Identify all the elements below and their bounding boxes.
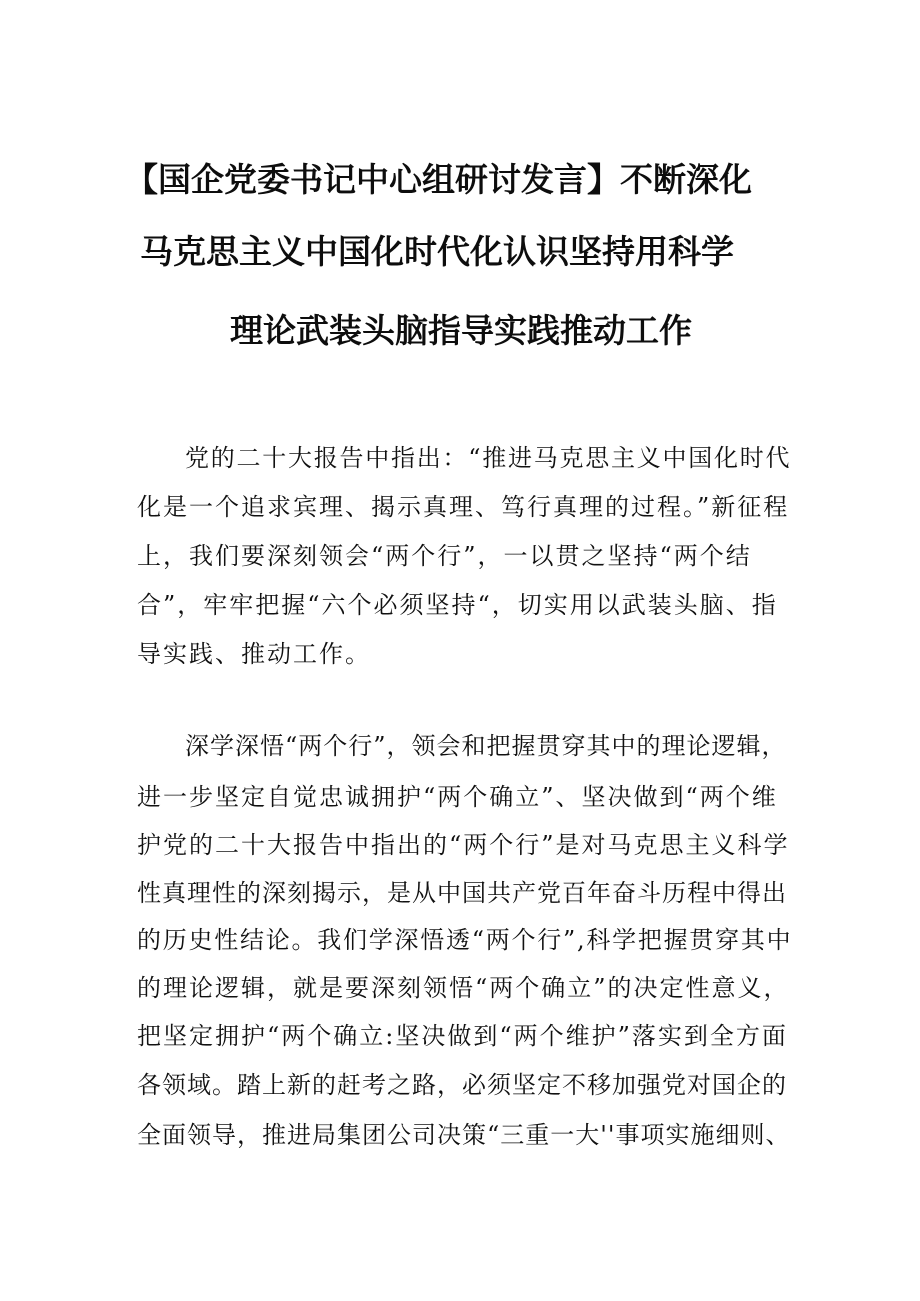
paragraph-line: 性真理性的深刻揭示，是从中国共产党百年奋斗历程中得出 [137, 879, 787, 907]
paragraph-line: 化是一个追求宾理、揭示真理、笃行真理的过程。”新征程 [137, 493, 790, 521]
paragraph-line: 深学深悟“两个行”，领会和把握贯穿其中的理论逻辑， [185, 732, 787, 760]
paragraph-line: 党的二十大报告中指出：“推进马克思主义中国化时代 [185, 444, 792, 472]
paragraph-line: 的历史性结论。我们学深悟透“两个行”,科学把握贯穿其中 [137, 926, 793, 954]
paragraph-line: 上，我们要深刻领会“两个行”，一以贯之坚持“两个结 [137, 542, 752, 570]
paragraph-line: 的理论逻辑，就是要深刻领悟“两个确立”的决定性意义， [137, 974, 790, 1002]
paragraph-line: 各领域。踏上新的赶考之路，必须坚定不移加强党对国企的 [137, 1071, 787, 1099]
paragraph-line: 把坚定拥护“两个确立:坚决做到“两个维护”落实到全方面 [137, 1022, 788, 1050]
title-line-2: 马克思主义中国化时代化认识坚持用科学 [140, 232, 734, 271]
title-line-1: 【国企党委书记中心组研讨发言】不断深化 [125, 160, 752, 199]
title-line-3: 理论武装头脑指导实践推动工作 [230, 311, 692, 350]
paragraph-line: 护党的二十大报告中指出的“两个行”是对马克思主义科学 [137, 831, 790, 859]
paragraph-line: 全面领导，推进局集团公司决策“三重一大''事项实施细则、 [137, 1121, 791, 1149]
paragraph-line: 进一步坚定自觉忠诚拥护“两个确立”、坚决做到“两个维 [137, 783, 778, 811]
paragraph-line: 导实践、推动工作。 [137, 640, 371, 668]
paragraph-line: 合”，牢牢把握“六个必须坚持“，切实用以武装头脑、指 [137, 591, 778, 619]
